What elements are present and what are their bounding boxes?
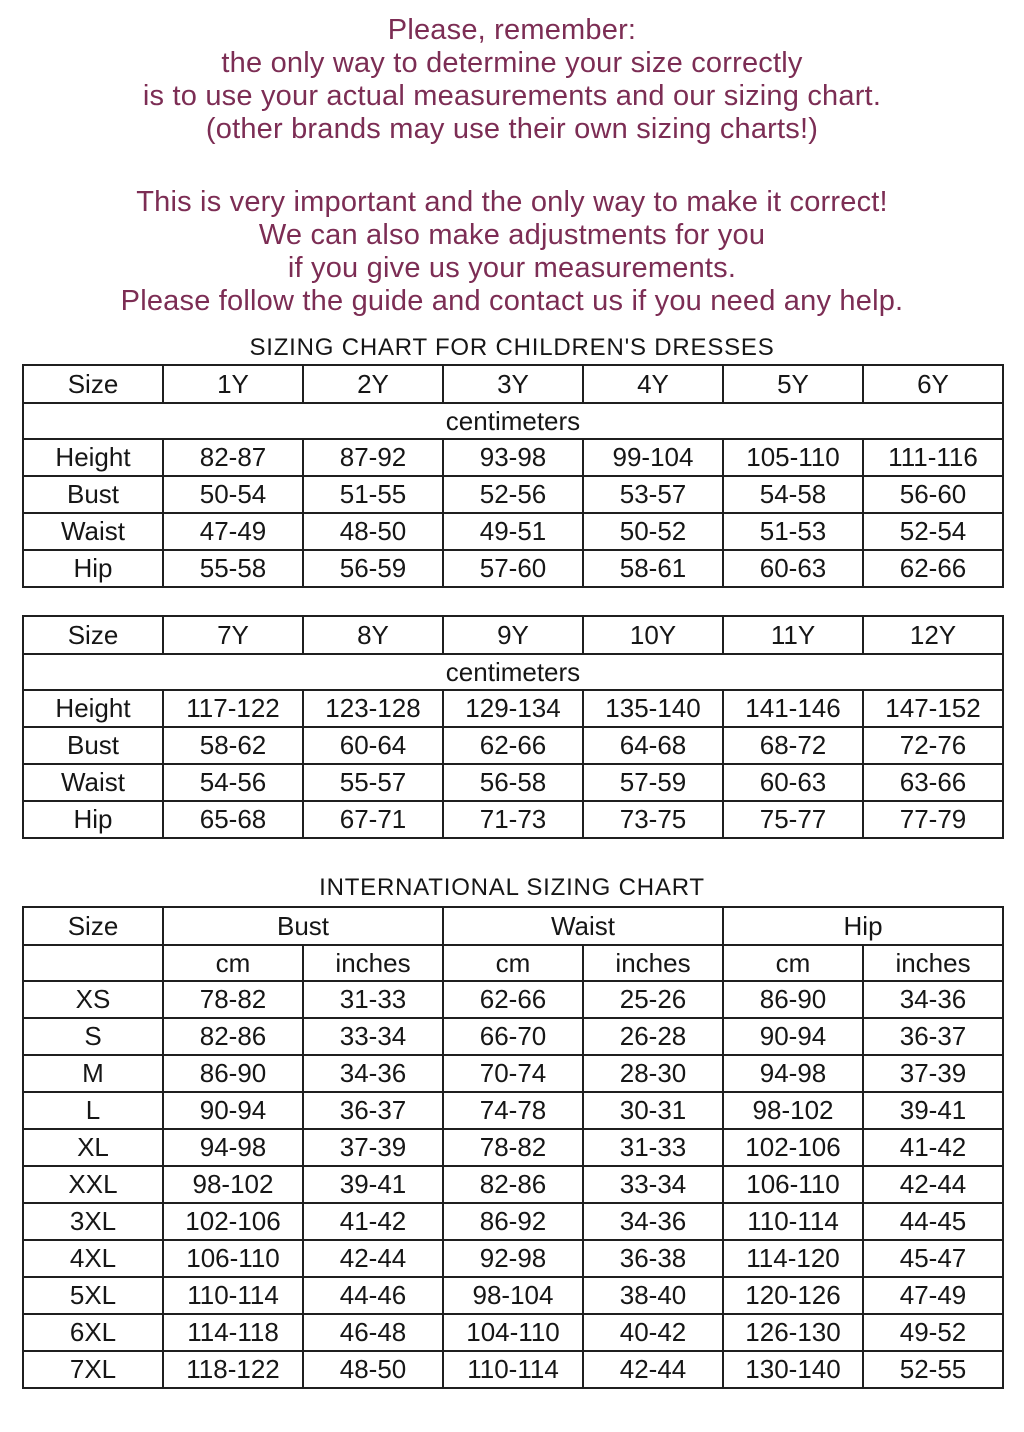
measurement-cell: 102-106 xyxy=(163,1203,303,1240)
size-row xyxy=(23,1277,1003,1314)
measurement-cell: 90-94 xyxy=(163,1092,303,1129)
measurement-cell: 56-59 xyxy=(303,550,443,587)
intro-line: (other brands may use their own sizing charts!) xyxy=(205,113,819,145)
intro-block-2 xyxy=(0,186,1024,318)
table-header-row xyxy=(23,616,1003,654)
measurement-cell: 70-74 xyxy=(443,1055,583,1092)
intro-line: Please follow the guide and contact us if you need any help. xyxy=(120,285,904,317)
measurement-cell: 36-37 xyxy=(863,1018,1003,1055)
unit-row xyxy=(23,654,1003,690)
measurement-cell: 104-110 xyxy=(443,1314,583,1351)
measurement-cell: 26-28 xyxy=(583,1018,723,1055)
size-header-cell: Size xyxy=(23,365,163,403)
size-column-header: 5Y xyxy=(723,365,863,403)
international-sizing-table xyxy=(22,906,1004,1389)
measurement-cell: 110-114 xyxy=(163,1277,303,1314)
measurement-cell: 49-51 xyxy=(443,513,583,550)
measurement-cell: 58-61 xyxy=(583,550,723,587)
size-column-header: 10Y xyxy=(583,616,723,654)
measurement-row xyxy=(23,476,1003,513)
measurement-cell: 111-116 xyxy=(863,439,1003,476)
size-label-cell: L xyxy=(23,1092,163,1129)
measurement-cell: 114-118 xyxy=(163,1314,303,1351)
measurement-cell: 49-52 xyxy=(863,1314,1003,1351)
size-label-cell: XXL xyxy=(23,1166,163,1203)
size-column-header: 3Y xyxy=(443,365,583,403)
measurement-cell: 25-26 xyxy=(583,981,723,1018)
measurement-cell: 86-90 xyxy=(723,981,863,1018)
unit-header-cell: inches xyxy=(303,945,443,981)
measurement-cell: 110-114 xyxy=(443,1351,583,1388)
measurement-cell: 93-98 xyxy=(443,439,583,476)
measurement-cell: 34-36 xyxy=(303,1055,443,1092)
measurement-cell: 77-79 xyxy=(863,801,1003,838)
size-column-header: 2Y xyxy=(303,365,443,403)
intro-line: Please, remember: xyxy=(387,14,637,46)
size-label-cell: 6XL xyxy=(23,1314,163,1351)
measurement-cell: 55-58 xyxy=(163,550,303,587)
measurement-cell: 114-120 xyxy=(723,1240,863,1277)
row-label-cell: Height xyxy=(23,690,163,727)
measurement-cell: 36-38 xyxy=(583,1240,723,1277)
measurement-cell: 147-152 xyxy=(863,690,1003,727)
measurement-cell: 60-63 xyxy=(723,764,863,801)
unit-header-cell: inches xyxy=(583,945,723,981)
measurement-cell: 39-41 xyxy=(863,1092,1003,1129)
measurement-cell: 28-30 xyxy=(583,1055,723,1092)
size-label-cell: XL xyxy=(23,1129,163,1166)
measurement-cell: 53-57 xyxy=(583,476,723,513)
size-label-cell: 7XL xyxy=(23,1351,163,1388)
size-header-cell: Size xyxy=(23,907,163,945)
measurement-cell: 98-102 xyxy=(723,1092,863,1129)
measurement-cell: 99-104 xyxy=(583,439,723,476)
size-label-cell: S xyxy=(23,1018,163,1055)
measurement-cell: 51-53 xyxy=(723,513,863,550)
measurement-cell: 37-39 xyxy=(863,1055,1003,1092)
measurement-cell: 118-122 xyxy=(163,1351,303,1388)
intro-text xyxy=(0,14,1024,318)
measurement-cell: 141-146 xyxy=(723,690,863,727)
measurement-row xyxy=(23,801,1003,838)
empty-header-cell xyxy=(23,945,163,981)
size-row xyxy=(23,1018,1003,1055)
row-label-cell: Waist xyxy=(23,764,163,801)
measurement-cell: 34-36 xyxy=(583,1203,723,1240)
measurement-cell: 33-34 xyxy=(583,1166,723,1203)
measurement-cell: 46-48 xyxy=(303,1314,443,1351)
measurement-cell: 126-130 xyxy=(723,1314,863,1351)
row-label-cell: Bust xyxy=(23,476,163,513)
measurement-row xyxy=(23,727,1003,764)
measurement-cell: 52-55 xyxy=(863,1351,1003,1388)
measurement-row xyxy=(23,690,1003,727)
measurement-cell: 62-66 xyxy=(443,981,583,1018)
measurement-cell: 33-34 xyxy=(303,1018,443,1055)
measurement-cell: 87-92 xyxy=(303,439,443,476)
measurement-cell: 130-140 xyxy=(723,1351,863,1388)
measurement-cell: 44-45 xyxy=(863,1203,1003,1240)
unit-label-cell: centimeters xyxy=(23,654,1003,690)
measurement-cell: 55-57 xyxy=(303,764,443,801)
measurement-cell: 72-76 xyxy=(863,727,1003,764)
international-chart-title: INTERNATIONAL SIZING CHART xyxy=(319,874,705,901)
measurement-cell: 56-58 xyxy=(443,764,583,801)
measurement-cell: 45-47 xyxy=(863,1240,1003,1277)
size-column-header: 1Y xyxy=(163,365,303,403)
measurement-cell: 54-56 xyxy=(163,764,303,801)
measurement-cell: 57-59 xyxy=(583,764,723,801)
measurement-cell: 62-66 xyxy=(863,550,1003,587)
intro-line: if you give us your measurements. xyxy=(287,252,737,284)
table-header-row xyxy=(23,907,1003,945)
size-column-header: 12Y xyxy=(863,616,1003,654)
measurement-cell: 54-58 xyxy=(723,476,863,513)
measurement-cell: 40-42 xyxy=(583,1314,723,1351)
group-header-cell: Bust xyxy=(163,907,443,945)
size-label-cell: 5XL xyxy=(23,1277,163,1314)
measurement-cell: 73-75 xyxy=(583,801,723,838)
sub-header-row xyxy=(23,945,1003,981)
measurement-row xyxy=(23,439,1003,476)
measurement-cell: 42-44 xyxy=(863,1166,1003,1203)
measurement-cell: 36-37 xyxy=(303,1092,443,1129)
size-row xyxy=(23,1203,1003,1240)
measurement-cell: 90-94 xyxy=(723,1018,863,1055)
row-label-cell: Hip xyxy=(23,550,163,587)
measurement-cell: 44-46 xyxy=(303,1277,443,1314)
measurement-cell: 82-87 xyxy=(163,439,303,476)
measurement-cell: 123-128 xyxy=(303,690,443,727)
measurement-cell: 47-49 xyxy=(863,1277,1003,1314)
size-column-header: 7Y xyxy=(163,616,303,654)
measurement-cell: 64-68 xyxy=(583,727,723,764)
measurement-cell: 65-68 xyxy=(163,801,303,838)
measurement-cell: 62-66 xyxy=(443,727,583,764)
measurement-cell: 98-102 xyxy=(163,1166,303,1203)
size-column-header: 6Y xyxy=(863,365,1003,403)
group-header-cell: Hip xyxy=(723,907,1003,945)
measurement-cell: 60-64 xyxy=(303,727,443,764)
measurement-cell: 82-86 xyxy=(163,1018,303,1055)
size-label-cell: XS xyxy=(23,981,163,1018)
intro-block-1 xyxy=(0,14,1024,146)
measurement-cell: 41-42 xyxy=(303,1203,443,1240)
measurement-cell: 41-42 xyxy=(863,1129,1003,1166)
measurement-cell: 37-39 xyxy=(303,1129,443,1166)
measurement-cell: 110-114 xyxy=(723,1203,863,1240)
unit-header-cell: cm xyxy=(723,945,863,981)
measurement-cell: 102-106 xyxy=(723,1129,863,1166)
measurement-cell: 71-73 xyxy=(443,801,583,838)
unit-header-cell: cm xyxy=(163,945,303,981)
measurement-cell: 52-56 xyxy=(443,476,583,513)
row-label-cell: Height xyxy=(23,439,163,476)
measurement-cell: 47-49 xyxy=(163,513,303,550)
measurement-cell: 98-104 xyxy=(443,1277,583,1314)
measurement-cell: 82-86 xyxy=(443,1166,583,1203)
measurement-cell: 42-44 xyxy=(303,1240,443,1277)
intro-line: This is very important and the only way to make it correct! xyxy=(136,186,888,218)
measurement-cell: 105-110 xyxy=(723,439,863,476)
size-column-header: 11Y xyxy=(723,616,863,654)
size-row xyxy=(23,1129,1003,1166)
measurement-cell: 135-140 xyxy=(583,690,723,727)
measurement-cell: 78-82 xyxy=(443,1129,583,1166)
measurement-cell: 31-33 xyxy=(583,1129,723,1166)
measurement-row xyxy=(23,764,1003,801)
measurement-cell: 48-50 xyxy=(303,513,443,550)
measurement-cell: 60-63 xyxy=(723,550,863,587)
size-label-cell: 3XL xyxy=(23,1203,163,1240)
row-label-cell: Bust xyxy=(23,727,163,764)
measurement-cell: 106-110 xyxy=(723,1166,863,1203)
measurement-cell: 42-44 xyxy=(583,1351,723,1388)
children-sizing-table-1 xyxy=(22,364,1004,588)
measurement-cell: 31-33 xyxy=(303,981,443,1018)
measurement-cell: 57-60 xyxy=(443,550,583,587)
measurement-cell: 129-134 xyxy=(443,690,583,727)
size-row xyxy=(23,1092,1003,1129)
row-label-cell: Waist xyxy=(23,513,163,550)
size-row xyxy=(23,1240,1003,1277)
size-column-header: 8Y xyxy=(303,616,443,654)
measurement-cell: 58-62 xyxy=(163,727,303,764)
measurement-cell: 39-41 xyxy=(303,1166,443,1203)
measurement-cell: 117-122 xyxy=(163,690,303,727)
children-chart-title: SIZING CHART FOR CHILDREN'S DRESSES xyxy=(249,334,775,361)
measurement-cell: 30-31 xyxy=(583,1092,723,1129)
unit-header-cell: inches xyxy=(863,945,1003,981)
measurement-cell: 78-82 xyxy=(163,981,303,1018)
measurement-cell: 86-92 xyxy=(443,1203,583,1240)
measurement-cell: 68-72 xyxy=(723,727,863,764)
intro-line: the only way to determine your size correctly xyxy=(221,47,803,79)
size-header-cell: Size xyxy=(23,616,163,654)
measurement-cell: 106-110 xyxy=(163,1240,303,1277)
measurement-cell: 66-70 xyxy=(443,1018,583,1055)
size-row xyxy=(23,1166,1003,1203)
size-label-cell: M xyxy=(23,1055,163,1092)
measurement-cell: 50-52 xyxy=(583,513,723,550)
group-header-cell: Waist xyxy=(443,907,723,945)
size-row xyxy=(23,1055,1003,1092)
size-row xyxy=(23,1351,1003,1388)
intro-line: is to use your actual measurements and our sizing chart. xyxy=(142,80,882,112)
size-column-header: 4Y xyxy=(583,365,723,403)
measurement-cell: 74-78 xyxy=(443,1092,583,1129)
size-column-header: 9Y xyxy=(443,616,583,654)
unit-label-cell: centimeters xyxy=(23,403,1003,439)
measurement-cell: 75-77 xyxy=(723,801,863,838)
measurement-row xyxy=(23,550,1003,587)
size-label-cell: 4XL xyxy=(23,1240,163,1277)
measurement-cell: 48-50 xyxy=(303,1351,443,1388)
unit-header-cell: cm xyxy=(443,945,583,981)
measurement-cell: 38-40 xyxy=(583,1277,723,1314)
unit-row xyxy=(23,403,1003,439)
measurement-cell: 34-36 xyxy=(863,981,1003,1018)
measurement-cell: 67-71 xyxy=(303,801,443,838)
measurement-cell: 94-98 xyxy=(723,1055,863,1092)
table-header-row xyxy=(23,365,1003,403)
measurement-cell: 92-98 xyxy=(443,1240,583,1277)
measurement-cell: 63-66 xyxy=(863,764,1003,801)
measurement-cell: 56-60 xyxy=(863,476,1003,513)
measurement-cell: 120-126 xyxy=(723,1277,863,1314)
size-row xyxy=(23,1314,1003,1351)
measurement-row xyxy=(23,513,1003,550)
intro-line: We can also make adjustments for you xyxy=(258,219,766,251)
measurement-cell: 52-54 xyxy=(863,513,1003,550)
measurement-cell: 51-55 xyxy=(303,476,443,513)
measurement-cell: 86-90 xyxy=(163,1055,303,1092)
size-row xyxy=(23,981,1003,1018)
measurement-cell: 50-54 xyxy=(163,476,303,513)
measurement-cell: 94-98 xyxy=(163,1129,303,1166)
children-sizing-table-2 xyxy=(22,615,1004,839)
row-label-cell: Hip xyxy=(23,801,163,838)
